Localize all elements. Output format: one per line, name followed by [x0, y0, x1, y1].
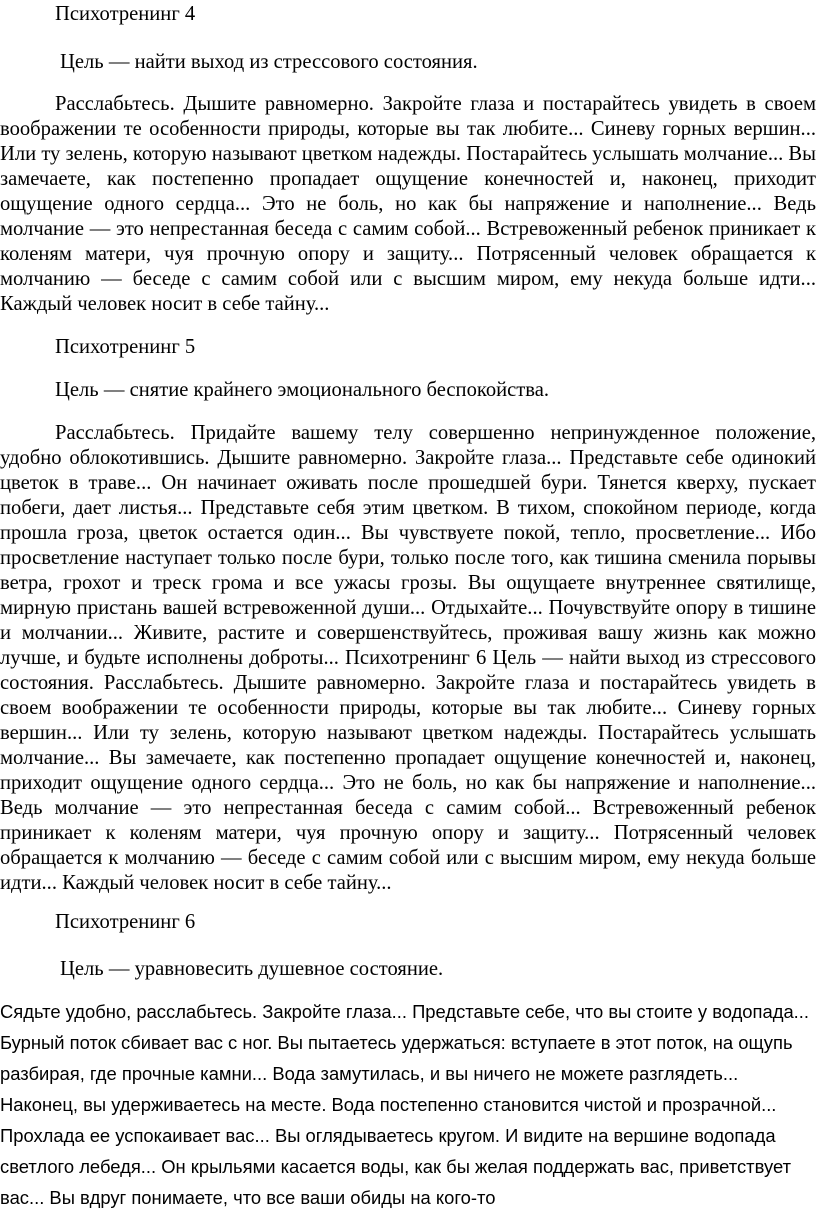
section-goal-psychotraining-6: Цель — уравновесить душевное состояние. [60, 958, 444, 980]
section-goal-psychotraining-4: Цель — найти выход из стрессового состояния. [60, 51, 478, 73]
section-body-psychotraining-6: Сядьте удобно, расслабьтесь. Закройте глаза... Представьте себе, что вы стоите у водопада... Бурный поток сбивает вас с ног. Вы пытаетесь удержаться: вступаете в этот поток, на ощупь разбирая, где прочные камни... Вода замутилась, и вы ничего не можете разглядеть... Наконец, вы удерживаетесь на месте. Вода постепенно становится чистой и прозрачной... Прохлада ее успокаивает вас... Вы оглядываетесь кругом. И видите на вершине водопада светлого лебедя... Он крыльями касается воды, как бы желая поддержать вас, приветствует вас... Вы вдруг понимаете, что все ваши обиды на кого-то [0, 1001, 810, 1208]
section-heading-psychotraining-4: Психотренинг 4 [55, 3, 196, 25]
section-body-psychotraining-4: Расслабьтесь. Дышите равномерно. Закройте глаза и постарайтесь увидеть в своем воображении те особенности природы, которые вы так любите... Синеву горных вершин... Или ту зелень, которую называют цветком надежды. Постарайтесь услышать молчание... Вы замечаете, как постепенно пропадает ощущение конечностей и, наконец, приходит ощущение одного сердца... Это не боль, но как бы напряжение и наполнение... Ведь молчание — это непрестанная беседа с самим собой... Встревоженный ребенок приникает к коленям матери, чуя прочную опору и защиту... Потрясенный человек обращается к молчанию — беседе с самим собой или с высшим миром, ему некуда больше идти... Каждый человек носит в себе тайну... [0, 93, 816, 315]
section-body-psychotraining-5: Расслабьтесь. Придайте вашему телу совершенно непринужденное положение, удобно облокотившись. Дышите равномерно. Закройте глаза... Представьте себе одинокий цветок в траве... Он начинает оживать после прошедшей бури. Тянется кверху, пускает побеги, дает листья... Представьте себя этим цветком. В тихом, спокойном периоде, когда прошла гроза, цветок остается один... Вы чувствуете покой, тепло, просветление... Ибо просветление наступает только после бури, только после того, как тишина сменила порывы ветра, грохот и треск грома и все ужасы грозы. Вы ощущаете внутреннее святилище, мирную пристань вашей встревоженной души... Отдыхайте... Почувствуйте опору в тишине и молчании... Живите, растите и совершенствуйтесь, проживая вашу жизнь как можно лучше, и будьте исполнены доброты... Психотренинг 6 Цель — найти выход из стрессового состояния. Расслабьтесь. Дышите равномерно. Закройте глаза и постарайтесь увидеть в своем воображении те особенности природы, которые вы так любите... Синеву горных вершин... Или ту зелень, которую называют цветком надежды. Постарайтесь услышать молчание... Вы замечаете, как постепенно пропадает ощущение конечностей и, наконец, приходит ощущение одного сердца... Это не боль, но как бы напряжение и наполнение... Ведь молчание — это непрестанная беседа с самим собой... Встревоженный ребенок приникает к коленям матери, чуя прочную опору и защиту... Потрясенный человек обращается к молчанию — беседе с самим собой или с высшим миром, ему некуда больше идти... Каждый человек носит в себе тайну... [0, 422, 816, 894]
section-goal-psychotraining-5: Цель — снятие крайнего эмоционального беспокойства. [55, 379, 550, 401]
section-heading-psychotraining-6: Психотренинг 6 [55, 911, 196, 933]
section-heading-psychotraining-5: Психотренинг 5 [55, 336, 196, 358]
